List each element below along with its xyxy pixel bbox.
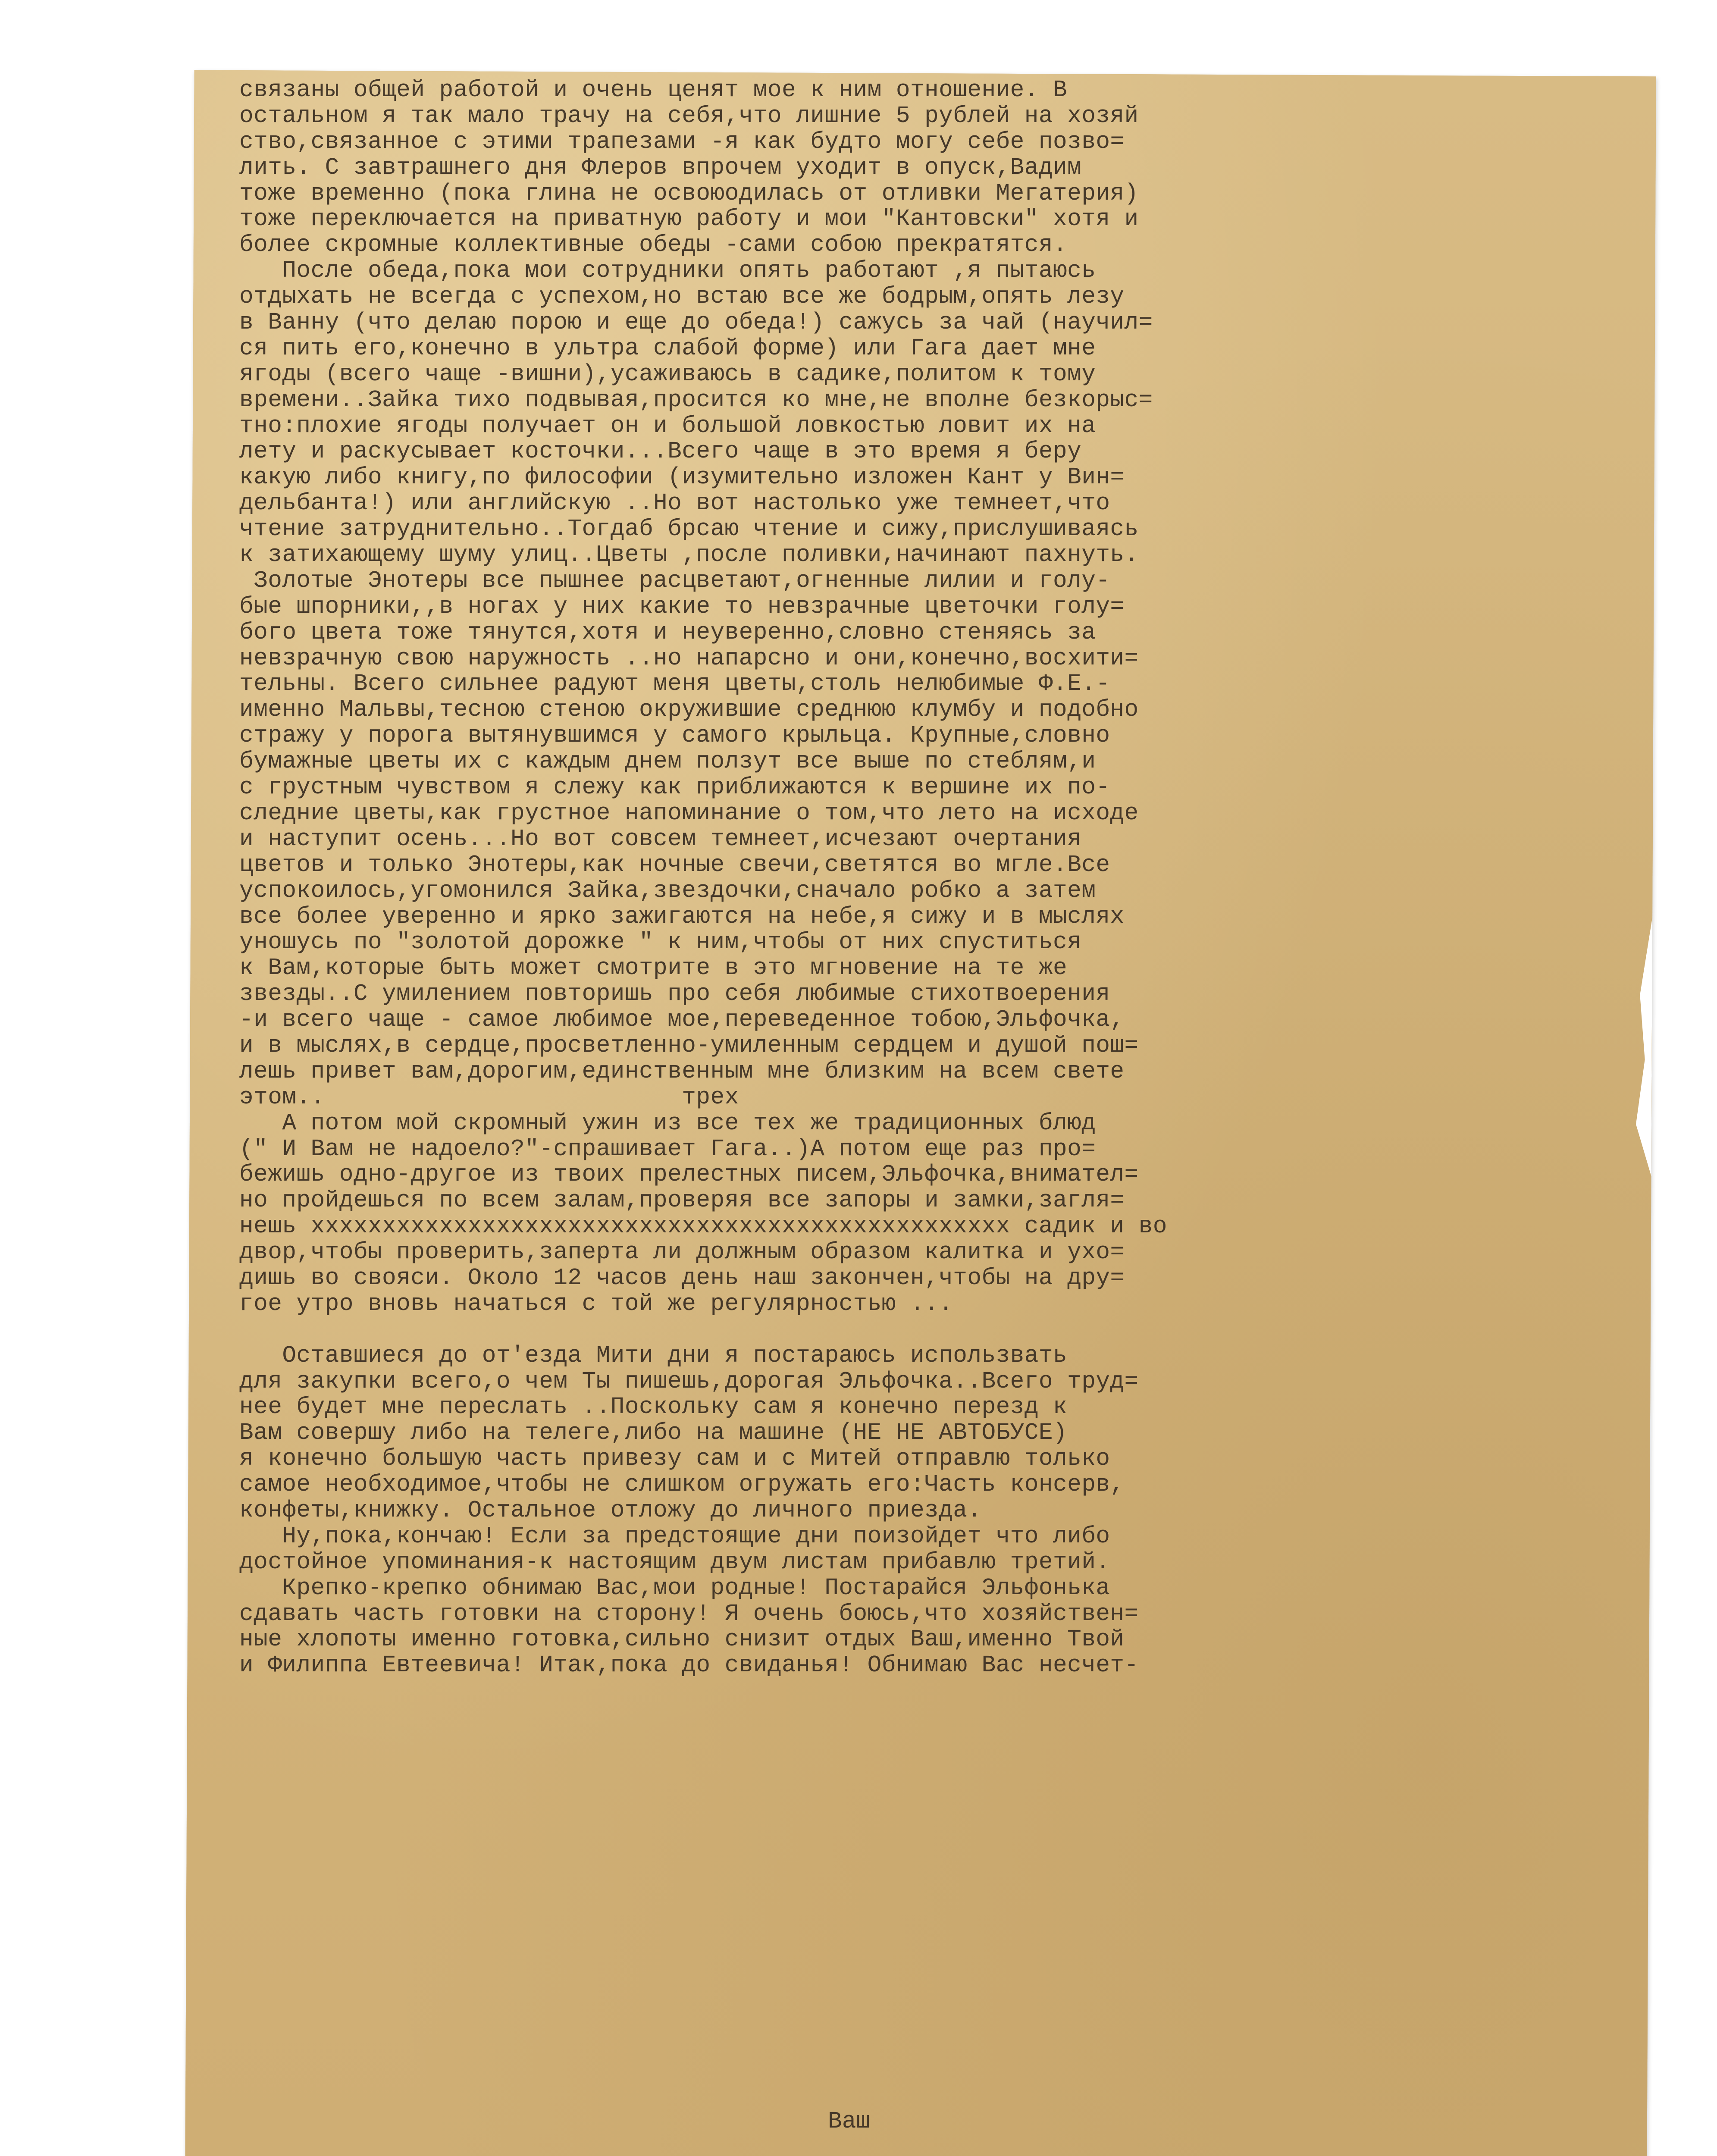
- letter-line: к Вам,которые быть может смотрите в это мгновение на те же: [239, 955, 1068, 982]
- letter-line: [239, 1317, 1641, 1343]
- letter-line: После обеда,пока мои сотрудники опять работают ,я пытаюсь: [239, 258, 1096, 285]
- letter-line: успокоилось,угомонился Зайка,звездочки,сначало робко а затем: [239, 877, 1096, 904]
- letter-line: А потом мой скромный ужин из все тех же традиционных блюд: [239, 1110, 1096, 1137]
- letter-line: бые шпорники,,в ногах у них какие то невзрачные цветочки голу=: [239, 593, 1125, 620]
- letter-line: связаны общей работой и очень ценят мое к ним отношение. В: [239, 77, 1068, 103]
- letter-line: бого цвета тоже тянутся,хотя и неуверенно,словно стеняясь за: [239, 619, 1096, 646]
- letter-line: Оставшиеся до от'езда Мити дни я постараюсь использвать: [239, 1342, 1068, 1369]
- letter-line: к затихающему шуму улиц..Цветы ,после поливки,начинают пахнуть.: [239, 542, 1139, 569]
- letter-line: в Ванну (что делаю порою и еще до обеда!) сажусь за чай (научил=: [239, 310, 1153, 336]
- letter-line: времени..Зайка тихо подвывая,просится ко мне,не вполне безкорыс=: [239, 387, 1153, 414]
- letter-line: чтение затруднительно..Тогдаб брсаю чтение и сижу,прислушиваясь: [239, 516, 1139, 543]
- letter-line: Вам совершу либо на телеге,либо на машине (НЕ НЕ АВТОБУСЕ): [239, 1420, 1068, 1447]
- letter-line: и наступит осень...Но вот совсем темнеет,исчезают очертания: [239, 826, 1082, 852]
- letter-line: самое необходимое,чтобы не слишком огружать его:Часть консерв,: [239, 1472, 1125, 1498]
- letter-line: и Филиппа Евтеевича! Итак,пока до свиданья! Обнимаю Вас несчет-: [239, 1652, 1139, 1679]
- letter-line: отдыхать не всегда с успехом,но встаю все же бодрым,опять лезу: [239, 284, 1125, 310]
- letter-line: тельны. Всего сильнее радуют меня цветы,столь нелюбимые Ф.Е.-: [239, 671, 1110, 698]
- letter-line: какую либо книгу,по философии (изумительно изложен Кант у Вин=: [239, 464, 1125, 491]
- letter-line: лету и раскусывает косточки...Всего чаще в это время я беру: [239, 439, 1082, 465]
- letter-line: лить. С завтрашнего дня Флеров впрочем уходит в опуск,Вадим: [239, 154, 1082, 181]
- letter-line: бумажные цветы их с каждым днем ползут все выше по стеблям,и: [239, 749, 1096, 775]
- letter-signature: Ваш: [828, 2109, 871, 2135]
- letter-line: нешь xxxxxxxxxxxxxxxxxxxxxxxxxxxxxxxxxxxxxxxxxxxxxxxxx садик и во: [239, 1213, 1167, 1240]
- letter-line: лешь привет вам,дорогим,единственным мне близким на всем свете: [239, 1058, 1125, 1085]
- letter-line: но пройдешься по всем залам,проверяя все запоры и замки,загля=: [239, 1188, 1125, 1214]
- letter-line: Золотые Энотеры все пышнее расцветают,огненные лилии и голу-: [239, 567, 1110, 594]
- letter-line: тоже временно (пока глина не освоюодилась от отливки Мегатерия): [239, 180, 1139, 207]
- letter-line: гое утро вновь начаться с той же регулярностью ...: [239, 1291, 953, 1317]
- letter-line: звезды..С умилением повторишь про себя любимые стихотвоерения: [239, 981, 1110, 1008]
- letter-line: ягоды (всего чаще -вишни),усаживаюсь в садике,политом к тому: [239, 361, 1096, 388]
- letter-line: остальном я так мало трачу на себя,что лишние 5 рублей на хозяй: [239, 103, 1139, 129]
- letter-line: тно:плохие ягоды получает он и большой ловкостью ловит их на: [239, 413, 1096, 439]
- letter-line: все более уверенно и ярко зажигаются на небе,я сижу и в мыслях: [239, 903, 1125, 930]
- letter-line: нее будет мне переслать ..Поскольку сам я конечно перезд к: [239, 1394, 1068, 1421]
- letter-line: с грустным чувством я слежу как приближаются к вершине их по-: [239, 774, 1110, 801]
- letter-line: цветов и только Энотеры,как ночные свечи,светятся во мгле.Все: [239, 852, 1110, 878]
- letter-line: для закупки всего,о чем Ты пишешь,дорогая Эльфочка..Всего труд=: [239, 1368, 1139, 1395]
- letter-line: дельбанта!) или английскую ..Но вот настолько уже темнеет,что: [239, 490, 1110, 517]
- letter-line: я конечно большую часть привезу сам и с Митей отправлю только: [239, 1446, 1110, 1473]
- letter-line: и в мыслях,в сердце,просветленно-умиленным сердцем и душой пош=: [239, 1032, 1139, 1059]
- letter-line: ся пить его,конечно в ультра слабой форме) или Гага дает мне: [239, 335, 1096, 362]
- letter-line: уношусь по "золотой дорожке " к ним,чтобы от них спуститься: [239, 929, 1082, 956]
- letter-line: ные хлопоты именно готовка,сильно снизит отдых Ваш,именно Твой: [239, 1626, 1125, 1653]
- letter-line: более скромные коллективные обеды -сами собою прекратятся.: [239, 232, 1068, 259]
- letter-line: тоже переключается на приватную работу и мои "Кантовски" хотя и: [239, 206, 1139, 233]
- letter-line: дишь во свояси. Около 12 часов день наш закончен,чтобы на дру=: [239, 1265, 1125, 1291]
- letter-line: этом.. трех: [239, 1084, 739, 1111]
- letter-line: конфеты,книжку. Остальное отложу до личного приезда.: [239, 1497, 982, 1524]
- letter-line: Крепко-крепко обнимаю Вас,мои родные! Постарайся Эльфонька: [239, 1575, 1110, 1601]
- letter-line: сдавать часть готовки на сторону! Я очень боюсь,что хозяйствен=: [239, 1601, 1139, 1627]
- letter-line: двор,чтобы проверить,заперта ли должным образом калитка и ухо=: [239, 1239, 1125, 1266]
- letter-line: невзрачную свою наружность ..но напарсно и они,конечно,восхити=: [239, 645, 1139, 672]
- letter-line: (" И Вам не надоело?"-спрашивает Гага..)А потом еще раз про=: [239, 1136, 1096, 1163]
- letter-line: -и всего чаще - самое любимое мое,переведенное тобою,Эльфочка,: [239, 1007, 1125, 1034]
- letter-line: стражу у порога вытянувшимся у самого крыльца. Крупные,словно: [239, 723, 1110, 749]
- letter-line: бежишь одно-другое из твоих прелестных писем,Эльфочка,внимател=: [239, 1162, 1139, 1188]
- letter-line: ство,связанное с этими трапезами -я как будто могу себе позво=: [239, 128, 1125, 155]
- typewritten-letter-body: [239, 78, 1641, 1679]
- letter-line: достойное упоминания-к настоящим двум листам прибавлю третий.: [239, 1549, 1110, 1576]
- letter-line: Ну,пока,кончаю! Если за предстоящие дни поизойдет что либо: [239, 1523, 1110, 1550]
- letter-line: следние цветы,как грустное напоминание о том,что лето на исходе: [239, 800, 1139, 827]
- letter-line: именно Мальвы,тесною стеною окружившие среднюю клумбу и подобно: [239, 697, 1139, 724]
